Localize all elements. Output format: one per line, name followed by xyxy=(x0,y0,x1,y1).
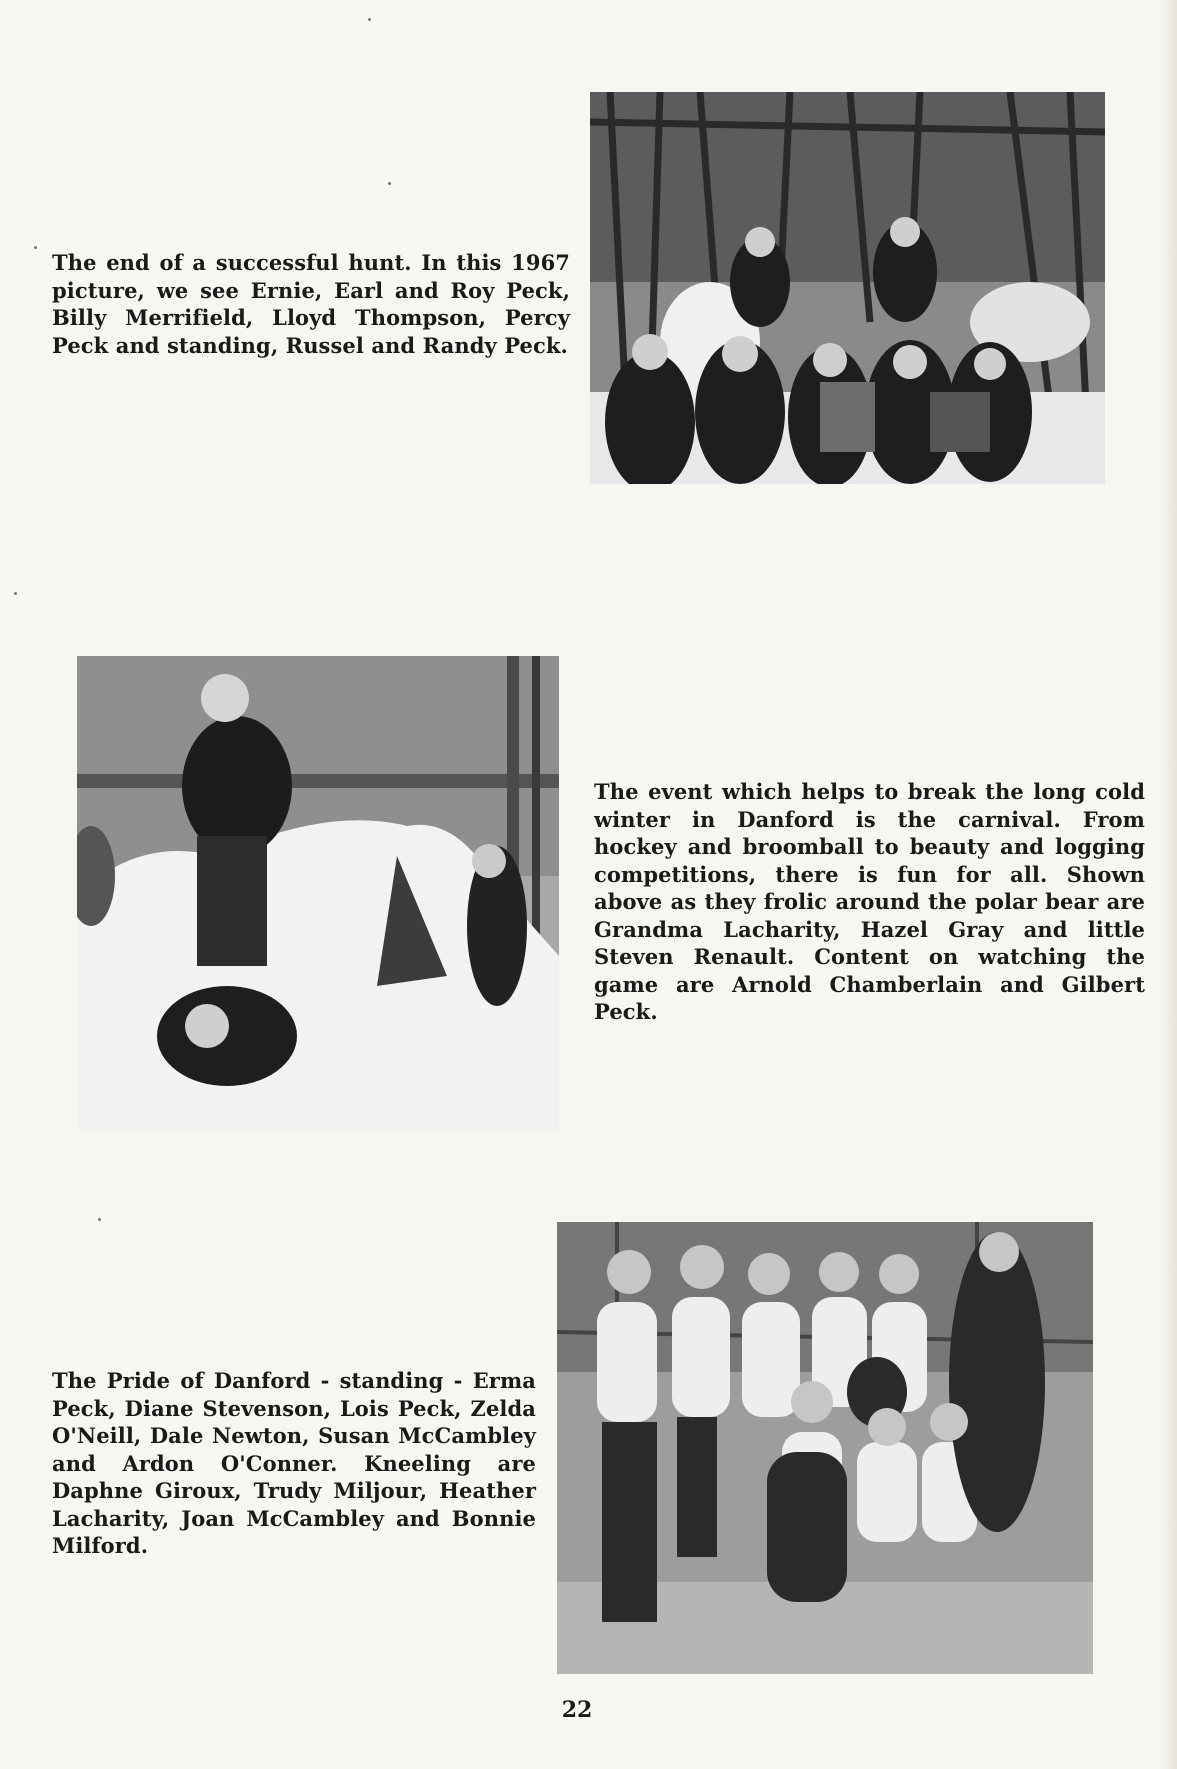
print-speck xyxy=(34,246,37,249)
print-speck xyxy=(388,182,391,185)
team-photo xyxy=(557,1222,1093,1674)
print-speck xyxy=(368,18,371,21)
print-speck xyxy=(98,1218,101,1221)
team-caption: The Pride of Danford - standing - Erma Peck, Diane Stevenson, Lois Peck, Zelda O'Neill, Dale Newton, Susan McCambley and Ardon O'Conner. Kneeling are Daphne Giroux, Trudy Miljour, Heather Lacharity, Joan McCambley and Bonnie Milford. xyxy=(52,1368,536,1558)
print-speck xyxy=(14,592,17,595)
carnival-caption: The event which helps to break the long cold winter in Danford is the carnival. From hockey and broomball to beauty and logging competitions, there is fun for all. Shown above as they frolic around the polar bear are Grandma Lacharity, Hazel Gray and little Steven Renault. Content on watching the game are Arnold Chamberlain and Gilbert Peck. xyxy=(594,779,1145,1024)
hunt-caption: The end of a successful hunt. In this 1967 picture, we see Ernie, Earl and Roy Peck, Billy Merrifield, Lloyd Thompson, Percy Peck and standing, Russel and Randy Peck. xyxy=(52,250,570,358)
carnival-photo xyxy=(77,656,559,1130)
page-edge-shadow xyxy=(1159,0,1177,1769)
hunt-photo xyxy=(590,92,1105,484)
page-number: 22 xyxy=(561,1697,593,1723)
